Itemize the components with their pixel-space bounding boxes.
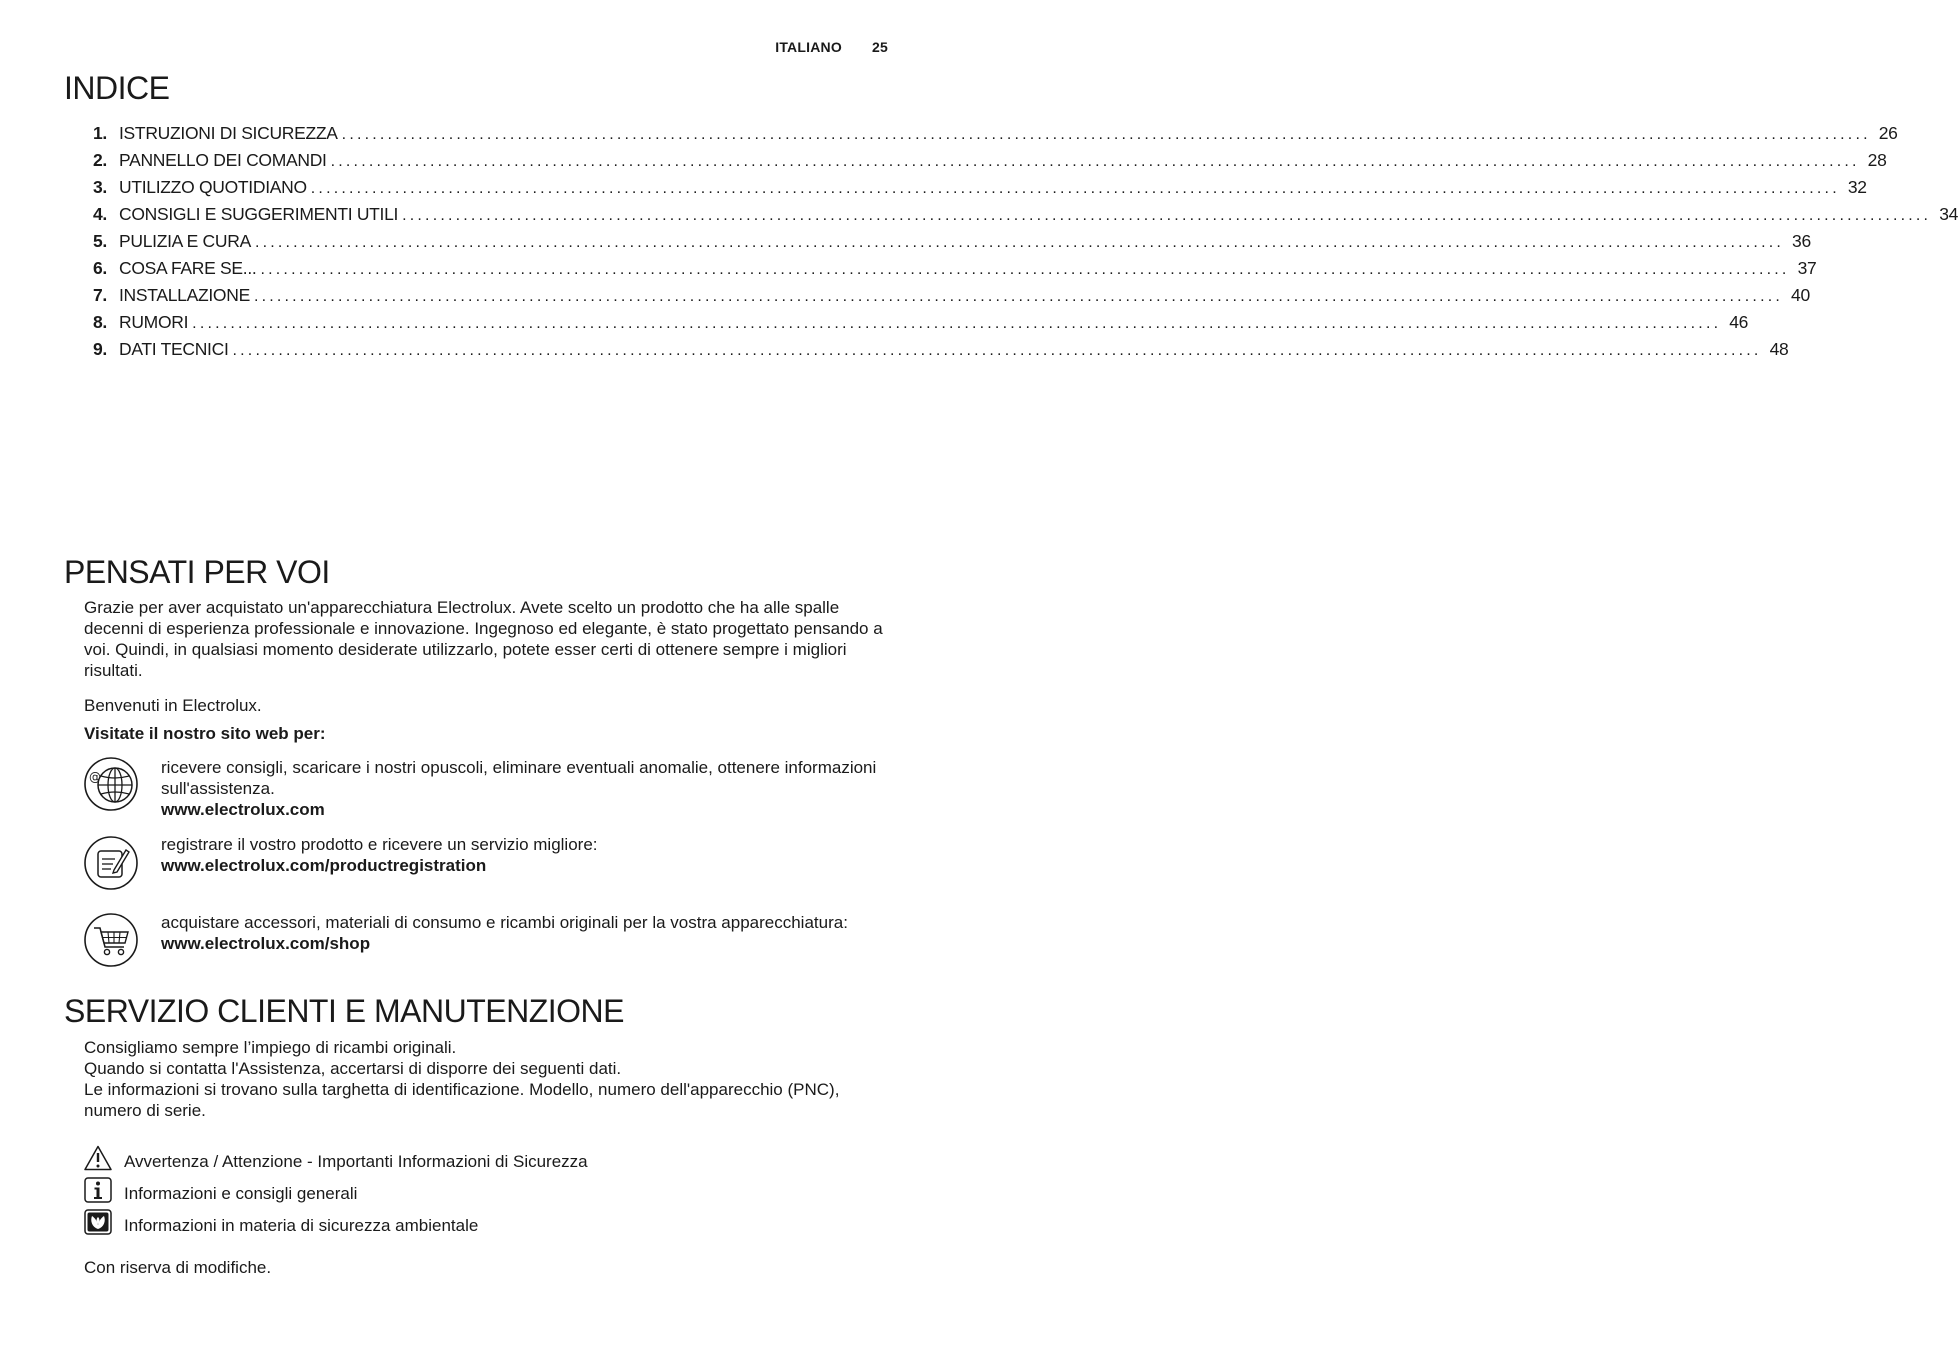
toc-item-number: 7. [93, 285, 107, 305]
toc-leader-dots: ........................................................................................................................................................................................................ [192, 315, 1722, 332]
toc-item[interactable] [93, 204, 1958, 231]
legend-row-environment [84, 1209, 784, 1237]
toc-leader-dots: ........................................................................................................................................................................................................ [260, 261, 1790, 278]
toc-leader-dots: ........................................................................................................................................................................................................ [402, 207, 1932, 224]
table-of-contents [93, 123, 1958, 366]
service-description: acquistare accessori, materiali di consumo e ricambi originali per la vostra apparecchiatura: [161, 913, 848, 932]
service-description: ricevere consigli, scaricare i nostri opuscoli, eliminare eventuali anomalie, ottenere informazioni sull'assistenza. [161, 758, 877, 798]
indice-title: INDICE [64, 70, 170, 106]
toc-item-page: 40 [1791, 285, 1810, 305]
legend-text: Informazioni e consigli generali [124, 1184, 358, 1203]
service-row-web [84, 757, 894, 817]
toc-leader-dots: ........................................................................................................................................................................................................ [253, 288, 1784, 305]
legend-row-info [84, 1177, 784, 1205]
toc-leader-dots: ........................................................................................................................................................................................................ [232, 342, 1762, 359]
toc-item[interactable] [93, 150, 1887, 177]
service-link[interactable]: www.electrolux.com/productregistration [161, 856, 487, 875]
toc-item-number: 1. [93, 123, 107, 143]
language-label: ITALIANO [775, 39, 842, 55]
servizio-line: Consigliamo sempre l’impiego di ricambi originali. [84, 1038, 457, 1057]
toc-item-title: INSTALLAZIONE [119, 285, 250, 305]
toc-item-number: 8. [93, 312, 107, 332]
toc-item-number: 5. [93, 231, 107, 251]
toc-item-page: 48 [1769, 339, 1789, 359]
toc-item[interactable] [93, 177, 1867, 204]
toc-item-title: COSA FARE SE... [119, 258, 257, 278]
toc-item-title: DATI TECNICI [119, 339, 229, 359]
toc-leader-dots: ........................................................................................................................................................................................................ [330, 153, 1860, 170]
toc-item-page: 37 [1797, 258, 1817, 278]
toc-item-number: 6. [93, 258, 107, 278]
toc-item-title: UTILIZZO QUOTIDIANO [119, 177, 307, 197]
legend-row-warning [84, 1145, 784, 1173]
warning-triangle-icon [84, 1145, 112, 1171]
toc-leader-dots: ........................................................................................................................................................................................................ [310, 180, 1840, 197]
welcome-text: Benvenuti in Electrolux. [84, 696, 262, 715]
servizio-line: Quando si contatta l'Assistenza, accertarsi di disporre dei seguenti dati. [84, 1059, 622, 1078]
toc-item[interactable] [93, 339, 1789, 366]
toc-item-page: 28 [1867, 150, 1887, 170]
toc-item-page: 34 [1939, 204, 1958, 224]
svg-text:@: @ [89, 770, 101, 784]
visit-heading: Visitate il nostro sito web per: [84, 724, 326, 743]
servizio-title: SERVIZIO CLIENTI E MANUTENZIONE [64, 993, 624, 1029]
toc-item-page: 46 [1729, 312, 1749, 332]
toc-item[interactable] [93, 258, 1817, 285]
toc-item[interactable] [93, 231, 1811, 258]
toc-item-number: 4. [93, 204, 107, 224]
toc-item-page: 32 [1847, 177, 1867, 197]
legend-text: Informazioni in materia di sicurezza ambientale [124, 1216, 479, 1235]
toc-leader-dots: ........................................................................................................................................................................................................ [341, 126, 1871, 143]
page-number: 25 [872, 39, 888, 55]
info-icon [84, 1177, 112, 1203]
service-link[interactable]: www.electrolux.com [161, 800, 325, 819]
registration-form-icon [84, 834, 138, 888]
toc-item-title: PANNELLO DEI COMANDI [119, 150, 327, 170]
web-globe-icon [84, 757, 138, 811]
service-row-shop [84, 912, 894, 972]
toc-item-title: RUMORI [119, 312, 189, 332]
toc-item-number: 3. [93, 177, 107, 197]
disclaimer-note: Con riserva di modifiche. [84, 1258, 272, 1277]
servizio-paragraph [84, 1037, 894, 1121]
toc-item-title: PULIZIA E CURA [119, 231, 251, 251]
intro-paragraph: Grazie per aver acquistato un'apparecchiatura Electrolux. Avete scelto un prodotto che ha alle spalle decenni di esperienza professionale e innovazione. Ingegnoso ed elegante, è stato progettato pensando a voi. Quindi, in qualsiasi momento desiderate utilizzarlo, potete esser certi di ottenere sempre i migliori risultati. [84, 598, 883, 680]
toc-item-title: CONSIGLI E SUGGERIMENTI UTILI [119, 204, 399, 224]
legend-text: Avvertenza / Attenzione - Importanti Informazioni di Sicurezza [124, 1152, 588, 1171]
shopping-cart-icon [84, 912, 138, 966]
service-description: registrare il vostro prodotto e ricevere un servizio migliore: [161, 835, 598, 854]
toc-item-page: 26 [1878, 123, 1898, 143]
toc-item[interactable] [93, 285, 1810, 312]
toc-item[interactable] [93, 123, 1898, 150]
service-link[interactable]: www.electrolux.com/shop [161, 934, 371, 953]
toc-leader-dots: ........................................................................................................................................................................................................ [254, 234, 1785, 251]
toc-item-title: ISTRUZIONI DI SICUREZZA [119, 123, 338, 143]
toc-item-number: 2. [93, 150, 107, 170]
toc-item[interactable] [93, 312, 1749, 339]
page-header [775, 39, 888, 55]
service-row-registration [84, 834, 894, 894]
servizio-line: Le informazioni si trovano sulla targhetta di identificazione. Modello, numero dell'apparecchio (PNC), numero di serie. [84, 1080, 840, 1120]
toc-item-number: 9. [93, 339, 107, 359]
toc-item-page: 36 [1792, 231, 1811, 251]
pensati-title: PENSATI PER VOI [64, 554, 330, 590]
environment-leaf-icon [84, 1209, 112, 1235]
